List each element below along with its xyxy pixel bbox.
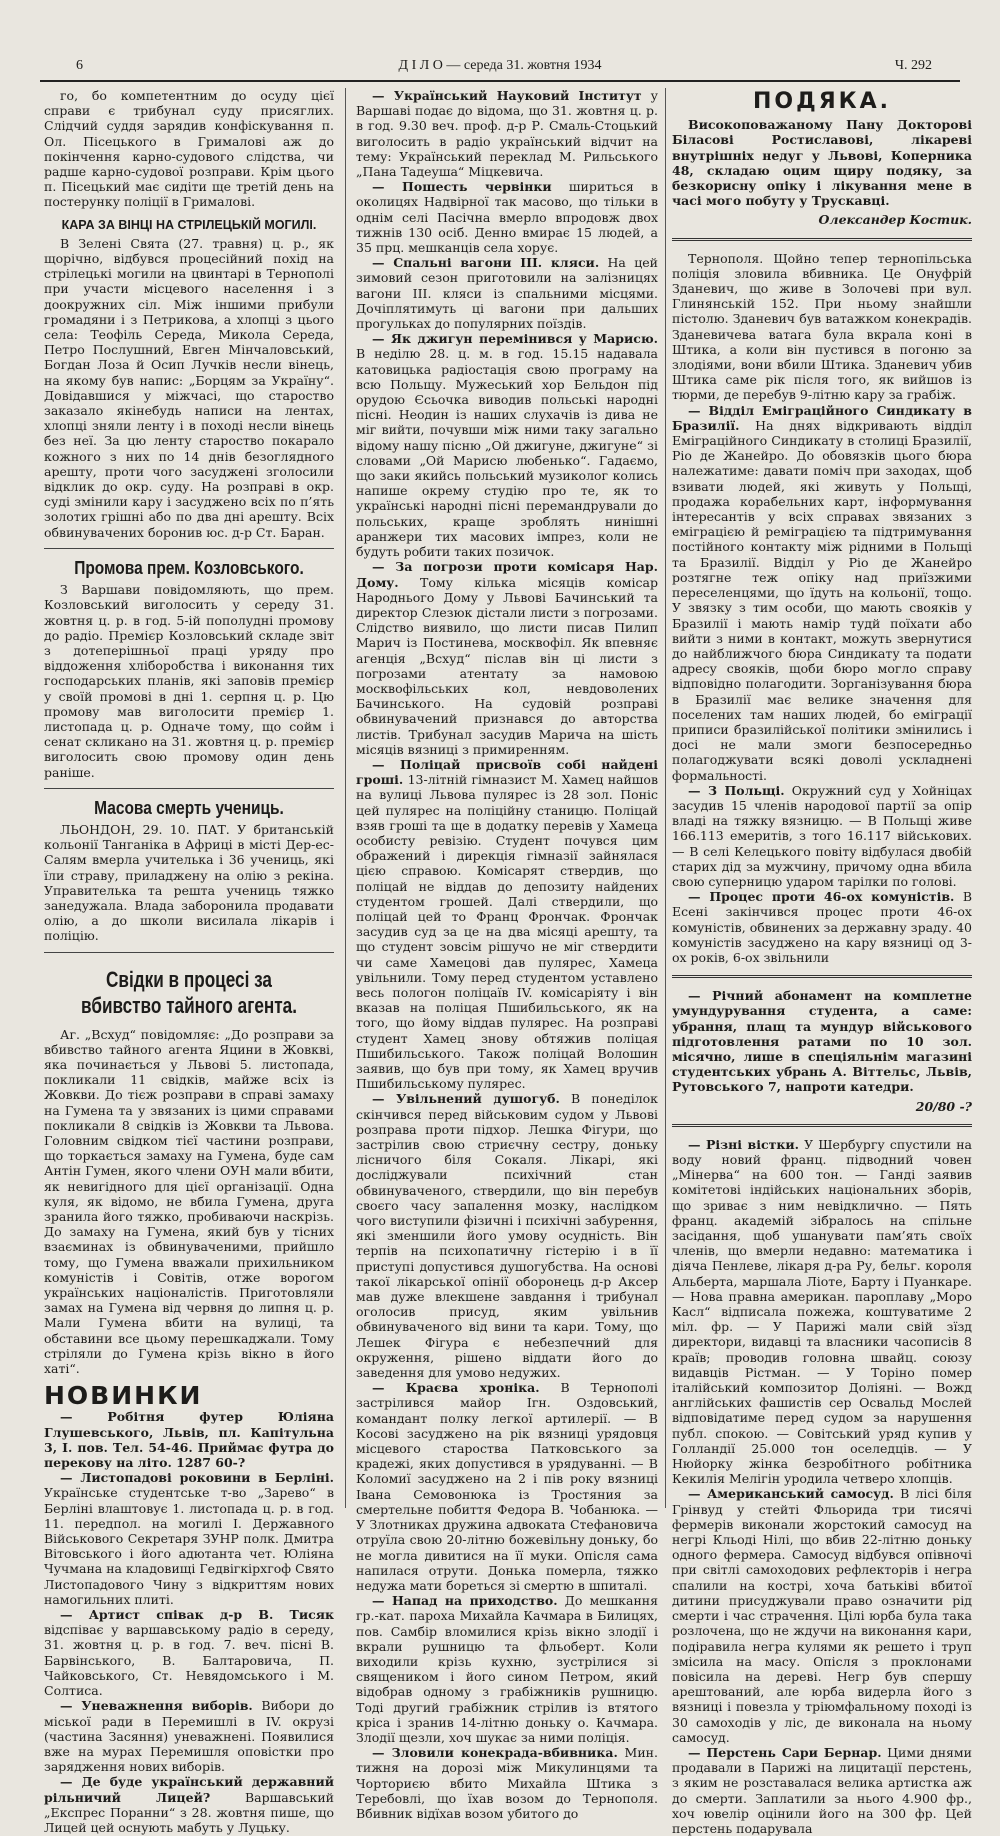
masthead: Д І Л О — середа 31. жовтня 1934 <box>398 58 602 73</box>
news-item-lead: — Листопадові роковини в Берліні. <box>60 1470 334 1486</box>
news-item <box>44 1698 334 1774</box>
news-item <box>356 331 658 559</box>
news-item-lead: — Напад на приходство. <box>372 1593 558 1609</box>
news-item-text: Окружний суд у Хойніцах засудив 15 членів народової партії за опір владі на тяжку вязницю. — В Польщі живе 166.113 емеритів, з того 16.117 військових. — В селі Келецького повіту відбулася двобій старих дід за мужчину, причому одна вбила свою суперницю ударом тарілки по голові. <box>672 782 972 889</box>
news-item-text: До мешкання гр.-кат. пароха Михайла Качмара в Билицях, пов. Самбір вломилися крізь вікно злодії і вкрали рушницю та фльоберт. Коли виходили крізь кухню, зустрілися зі священиком і його сином Петром, який відобрав одному з грабіжників рушницю. Тоді другий грабіжник стрілив із втятого кріса і зранив 14-літню доньку о. Качмара. Злодії щезли, хоч шукає за ними поліція. <box>356 1593 659 1745</box>
news-item-lead: — Уневажнення виборів. <box>60 1698 253 1714</box>
news-item-text: Мин. тижня на дорозі між Микулинцями та Чорториєю вбито Михайла Штика з Теребовлі, що їхав возом до Тернополя. Вбивник відїхав возом убитого до <box>356 1745 658 1821</box>
news-item <box>356 179 658 255</box>
notice-title: ПОДЯКА. <box>752 89 891 114</box>
article-headline: Масова смерть учениць. <box>94 797 284 818</box>
news-item <box>356 1745 658 1821</box>
news-item-text: В понеділок скінчився перед військовим судом у Львові розправа проти підхор. Лешка Фігури, що застрілив свою стриєчну сестру, доньку лісничого біля Сокаля. Лікарі, які досліджували психічний стан обвинуваченого, ствердили, що він перебув своєго часу запалення мозку, наслідком чого виступили фізичні і психічні забурення, які зменшили його умову осудність. Він терпів на психопатичну гістерію і в її приступі допустився душогубства. На основі такої лікарської опінії оборонець д-р Аксер мав дуже влекшене завдання і трибунал оголосив присуд, яким увільнив обвинуваченого від вини та кари. Тому, що Лешек Фігура є небезпечний для окруження, рішено віддати його до заведення для умово недужих. <box>356 1091 658 1381</box>
article-continuation: го, бо компетентним до осуду цієї справи є трибунал суду присяглих. Слідчий суддя зарядив конфіскування п. Ол. Пісецького в Грималові аж до покінчення карно-судового слідства, чи радше карно-судової розправи. Крім цього п. Пісецький має сидіти ще третій день на постерунку поліції в Грималові. <box>44 88 334 210</box>
article-body: З Варшави повідомляють, що прем. Козловський виголосить у середу 31. жовтня ц. р. в год. 5-ій пополудні промову до радіо. Премієр Козловський складе звіт з дотеперішньої праці уряду про віддоження хліборобства і виконання тих господарських планів, які заповів премієр у своїй промові в дні 1. серпня ц. р. Цю промову мав виголосити премієр 1. листопада ц. р. Одначе тому, що сойм і сенат скликано на 31. жовтня ц. р. премієр виголосить свою промову один день раніше. <box>44 582 334 780</box>
news-item-text: шириться в околицях Надвірної так масово, що тільки в однім селі Пасічна вмерло впродовж двох тижнів 130 осіб. Денно вмирає 15 людей, а 35 прц. мешканців села хорує. <box>356 179 658 256</box>
news-item-lead: — Перстень Сари Бернар. <box>688 1744 882 1760</box>
divider <box>672 238 972 241</box>
column-2 <box>356 88 659 1821</box>
article-body: ЛЬОНДОН, 29. 10. ПАТ. У британській кольонії Танганіка в Африці в місті Дер-ес-Салям вмерла учителька і 36 учениць, які їли страву, приладжену на олію з рекіна. Управителька та решта учениць тяжко занедужала. Влада заборонила продавати олію, а до школи висилала лікарів і поліцію. <box>44 821 334 944</box>
news-item <box>356 1091 658 1380</box>
news-item-lead: — Український Науковий Інститут <box>372 88 642 103</box>
news-item-text: Вибори до міської ради в Перемишлі в IV. окрузі (частина Засяння) уневажнені. Появилися вже на мурах Перемишля оповістки про зарядження нових виборів. <box>44 1698 334 1775</box>
ad-code: 20/80 -? <box>915 1098 972 1114</box>
news-item-text: Цими днями продавали в Парижі на лицитації перстень, з яким не розставалася велика артистка аж до смерти. Заплатили за нього 4.900 фр., хоч ювелір оцінили його на 300 фр. Цей перстень подарувала <box>672 1744 972 1836</box>
news-item-lead: — Артист співак д-р В. Тисяк <box>60 1607 334 1623</box>
advertisement: — Річний абонамент на комплетне умундурування студента, а саме: убрання, плащ та мундур військового підготовлення ратами по 10 зол. місячно, лише в спеціяльнім магазині студентських убрань А. Віттельс, Львів, Рутовського 7, напроти катедри. <box>672 988 972 1095</box>
news-item <box>356 757 658 1091</box>
news-item <box>672 403 972 783</box>
news-item-text: В лісі біля Грінвуд у стейті Фльорида три тисячі фермерів виконали жорстокий самосуд на негрі Кльоді Нілі, що вбив 22-літню доньку одного фермера. Самосуд відбувся опівночі при світлі самоходових рефлекторів і негра спалили на кострі, хоча батьківі вбитої дитини присуджували право означити рід смерти і час страчення. Цілі юрба була така розлочена, що не ждучи на виконання кари, подіравила негра кулями як решето і труп змісила на масу. Опісля з проклонами повісила на дереві. Негр був спершу арештований, але юрба видерла його з вязниці і повезла у тріюмфальному поході із 30 самоходів у ліс, де виконала на ньому самосуд. <box>672 1486 972 1745</box>
news-item-lead: — З Польщі. <box>688 782 785 798</box>
news-item-text: На днях відкривають відділ Еміграційного Синдикату в столиці Бразилії, Ріо де Жанейро. До обовязків цього бюра належатиме: давати поміч при заходах, щоб взивати людей, які живуть у Польщі, продажа корабельних карт, інформування інтересантів у всіх справах звязаних з еміграцією й реміграцією та підтримування постійного контакту між рідними в Польщі та Бразилії. Відділ у Ріо де Жанейро розтягне теж опіку над приїзжими переселенцями, що їдуть на кольонії, тощо. У звязку з тим особи, що мають свояків у Бразилії і мають намір тудй поїхати або вийти з ними в контакт, можуть звернутися до найближчого бюра Синдикату та подати адресу свояків, щоби бюро могло справу відповідно полагодити. Зорганізування бюра в Бразилії має велике значення для поселених там наших людей, бо еміграції приписи бразилійської політики змінились і досі не мали змоги безпосередньо полагоджувати всякі доволі ускладнені формальності. <box>672 417 972 783</box>
news-item-lead: — Як джигун перемінився у Марисю. <box>372 331 658 347</box>
news-item <box>672 1137 972 1487</box>
article-headline: КАРА ЗА ВІНЦІ НА СТРІЛЕЦЬКІЙ МОГИЛІ. <box>61 217 317 232</box>
news-item <box>356 559 658 757</box>
divider <box>672 975 972 978</box>
article-body: Аг. „Всхуд“ повідомляє: „До розправи за вбивство тайного агента Яцини в Жовкві, яка починається у Львові 5. листопада, покликали 11 свідків, майже всіх із Жовкви. До тієж розправи в справі замаху на Гумена та у звязаних із цими справами покликали 8 свідків із Жовкви та Львова. Головним свідком тієї частини розправи, що торкається замаху на Гумена, буде сам Антін Гумен, якого члени ОУН мали вбити, як невигідного для цієї організації. Одна куля, як відомо, не вбила Гумена, друга зранила його тяжко, пробиваючи наскрізь. До замаху на Гумена, який був у тісних взаєминах із обвинуваченими, прийшло тому, що Гумена вважали прихильником комуністів і Совітів, отже ворогом українських націоналістів. Приготовляли замах на Гумена від червня до липня ц. р. Мали Гумена вбити на вулиці, та обставини все цьому перешкаджали. Тому стріляли до Гумена крізь вікно в його хаті“. <box>44 1026 334 1377</box>
news-item-lead: — Де буде український державний рільничий Лицей? <box>44 1774 334 1805</box>
divider <box>44 952 334 953</box>
column-rule <box>665 88 666 1508</box>
news-item-lead: — Процес проти 46-ох комуністів. <box>688 889 955 905</box>
section-title: НОВИНКИ <box>44 1381 203 1411</box>
news-item <box>356 1380 658 1593</box>
news-item-text: В неділю 28. ц. м. в год. 15.15 надавала катовицька радіостація свою програму на всю Польщу. Мужеський хор Бельдон під орудою Єсьочка виводив польські народні пісні. Неодин із наших слухачів із дива не міг вийти, почувши між ними таку загально відому нашу пісню „Ой джигуне, джигуне“ зі словами „Ой Марисю любенько“. Гадаємо, що заки якийсь польський музиколог колись напише окрему студію про те, як то українські народні пісні перемандрували до польських, краще зроблять нинішні аранжери тих масових імпрез, коли не будуть робити таких позичок. <box>356 346 658 560</box>
notice-text: Високоповажаному Пану Докторові Біласові Ростиславові, лікареві внутрішніх недуг у Львові, Коперника 48, складаю оцим щиру подяку, за безкорисну опіку і лікування мене в часі мого побуту у Трускавці. <box>672 117 972 209</box>
news-item-lead: — Спальні вагони III. кляси. <box>372 255 600 271</box>
page-number: 6 <box>76 58 83 73</box>
news-item-lead: — Пошесть червінки <box>372 179 552 195</box>
news-item <box>44 1470 334 1607</box>
news-item <box>672 1745 972 1836</box>
news-item <box>356 1593 658 1745</box>
news-item-lead: — Зловили конекрада-вбивника. <box>372 1745 618 1761</box>
news-item-lead: — За погрози проти комісаря Нар. Дому. <box>356 559 658 590</box>
news-item-text: В Есені закінчився процес проти 46-ох комуністів, обвинених за державну зраду. 40 комуністів засуджено на кару вязниці од 3-ох років, 6-ох звільнили <box>672 889 972 965</box>
column-rule <box>345 88 346 1508</box>
article-headline: Свідки в процесі за вбивство тайного агента. <box>81 966 297 1018</box>
news-item <box>44 1607 334 1698</box>
news-item-lead: — Краєва хроніка. <box>372 1380 540 1396</box>
news-item-text: у Варшаві подає до відома, що 31. жовтня ц. р. в год. 9.30 веч. проф. д-р Р. Смаль-Стоцький виголосить в радіо український відчит на тему: Український переклад М. Рильського „Пана Тадеуша“ Міцкевича. <box>356 88 658 180</box>
news-item-lead: — Відділ Еміграційного Синдикату в Бразилії. <box>672 402 972 433</box>
divider <box>44 548 334 549</box>
news-item-text: відспіває у варшавському радіо в середу, 31. жовтня ц. р. в год. 7. веч. пісні В. Барвінського, В. Балтаровича, П. Чайковського, Ст. Невядомського і М. Солтиса. <box>44 1622 334 1699</box>
divider <box>672 1124 972 1127</box>
article-body: В Зелені Свята (27. травня) ц. р., як щорічно, відбувся процесійний похід на стрілецькі могили на цвинтарі в Тернополі при участи місцевого населення і з доокружних сіл. Між іншими прибули громадяни і з Петрикова, а хлопці з цього села: Теофіль Середа, Микола Середа, Петро Послушний, Евген Мінчаловський, Богдан Лоза й Осип Лучків несли вінець, на якому був напис: „Борцям за Україну“. Довідавшися у міжчасі, що староство заказало якінебудь написи на лентах, хлопці зняли ленту і в поході несли вінець без неї. За цю ленту староство покарало кожного з них по 14 днів безоглядного арешту, проти чого засуджені зголосили відклик до окр. суду. На розправі в окр. суді змінили кару і засуджено всіх по п’ять золотих грішні або по два дні арешту. Всіх обвинувачених боронив юс. д-р Ст. Баран. <box>44 235 334 540</box>
news-item-text: Тому кілька місяців комісар Народнього Дому у Львові Бачинський та директор Слезюк дістали листи з погрозами. Слідство виявило, що листи писав Пилип Марич із Постинева, москвофіл. Як впевняє агенція „Всхуд“ післав він ці листи з погрозами атентату за намовою москвофільських кол, невдоволених Бачинського. На судовій розправі обвинувачений признався до авторства листів. Трибунал засудив Марича на шість місяців вязниці з примиренням. <box>356 574 658 757</box>
divider <box>44 788 334 789</box>
news-item <box>356 255 658 331</box>
news-item-text: Українське студентське т-во „Зарево“ в Берліні влаштовує 1. листопада ц. р. в год. 11. передпол. на могилі І. Державного Військового Секретаря ЗУНР полк. Дмитра Вітовського і його адютанта чет. Юліяна Чучмана на кладовищі Гедвігкірхгоф Свято Листопадового Чину з відкриттям нових намогильних плиті. <box>44 1485 334 1607</box>
column-1 <box>44 88 334 1835</box>
page-header <box>40 54 960 82</box>
article-headline: Промова прем. Козловського. <box>74 557 304 578</box>
column-3 <box>672 88 972 1836</box>
news-item-text: Варшавський „Експрес Поранни“ з 28. жовтня пише, що Лицей цей оснують мабуть у Луцьку. <box>44 1789 334 1835</box>
news-item-lead: — Увільнений душогуб. <box>372 1091 560 1107</box>
advertisement: — Робітня футер Юліяна Глушевського, Львів, пл. Капітульна 3, І. пов. Тел. 54-46. Приймає футра до перекову на літо. 1287 60-? <box>44 1409 334 1471</box>
news-item-text: 13-літній гімназист М. Хамец найшов на вулиці Львова пулярес із 28 зол. Поніс цей пулярес на поліційну станицю. Поліцай взяв гроші та ще в додатку перевів у Хамеца особисту ревізію. Студент почувся цим ображений і дирекція гімназії зайнялася цією справою. Комісарят ствердив, що поліцай не віддав до депозиту найдених студентом грошей. Далі ствердили, що поліцай цей то Франц Фрончак. Фрончак засудив суд за це на два місяці арешту, та що студент зовсім рішучо не міг ствердити чи саме Хамецові дав пулярес, Хамеца увільнили. Тому перед студентом уставлено весь пологон поліцаїв IV. комісаріяту і він вказав на поліцая Пшибильського, як на того, що йому віддав пулярес. На розправі студент Хамец знову обтяжив поліцая Пшибильського. Також поліцай Волошин заявив, що був при тому, як Хамец вручив Пшибильському пулярес. <box>356 772 658 1092</box>
news-item <box>356 88 658 179</box>
news-item-text: У Шербургу спустили на воду новий франц. підводний човен „Мінерва“ на 600 тон. — Ганді заявив комітетові індійських національних зборів, що зриває з ним невідкличнo. — Пять франц. академій зібралось на спільне засідання, щоб ушанувати пам’ять своїх членів, що вмерли недавно: математика і діяча Пенлеве, лікаря д-ра Ру, бельг. короля Альберта, маршала Ліоте, Барту і Пуанкаре. — Нова правна американ. пароплаву „Моро Касл“ відписала пожежа, коштуватиме 2 міл. фр. — У Парижі мали свій зїзд директори, видавці та власники часописів 8 країв; проводив головна швайц. союзу видавців Рістман. — У Торіно помер італійський композитор Доліяні. — Вожд англійських фашистів сер Освальд Мослей відповідатиме перед судом за нарушення публ. спокою. — Совітський уряд купив у Голландії 25.000 тон оселедців. — У Нюйорку жінка безробітного робітника Кекилія Мелігін уродила четверо хлопців. <box>672 1136 972 1487</box>
news-item-lead: — Поліцай присвоїв собі найдені гроші. <box>356 756 658 788</box>
news-item <box>672 889 972 965</box>
issue-number: Ч. 292 <box>894 58 932 73</box>
news-item <box>672 783 972 889</box>
news-item-lead: — Різні вістки. <box>688 1136 799 1152</box>
news-item-text: На цей зимовий сезон приготовили на залізницях вагони III. кляси із спальними місцями. Дочіплятимуть ці вагони при дальших прогульках до популярних поїздів. <box>356 255 658 332</box>
article-continuation: Тернополя. Щойно тепер тернопільська поліція зловила вбивника. Це Онуфрій Зданевич, що живе в Золочеві при вул. Глинянській 152. При ньому знайшли пістолю. Зданевич був ватажком конекрадів. Зданевичева ватага була вкрала коні в Штика, а коли він пустився в погоню за злодіями, вони вбили Штика. Зданевич убив Штика саме рік після того, як вийшов із тюрми, де перебув 9-літню кару за грабіж. <box>672 250 972 403</box>
news-item-lead: — Американський самосуд. <box>688 1486 894 1502</box>
news-item <box>672 1486 972 1744</box>
news-item <box>44 1774 334 1835</box>
news-item-text: В Тернополі застрілився майор Ігн. Оздовський, командант полку легкої артилерії. — В Косові засуджено на рік вязниці урядовця місцевого староства Патковського за крадежі, яких допустився в урядуванні. — В Коломиї засуджено на 2 і пів року вязниці Івана Семовонюка із Тростяния за смертельне побиття Федора В. Чобанюка. — У Злотниках дружина адвоката Стефановича отруїла свою 20-літню божевільну доньку, бо не могла дивитися на її муки. Опісля сама напилася отрути. Донька померла, тяжко недужа мати бореться зі смертю в шпиталі. <box>356 1380 658 1593</box>
notice-signature: Олександер Костик. <box>818 212 972 228</box>
